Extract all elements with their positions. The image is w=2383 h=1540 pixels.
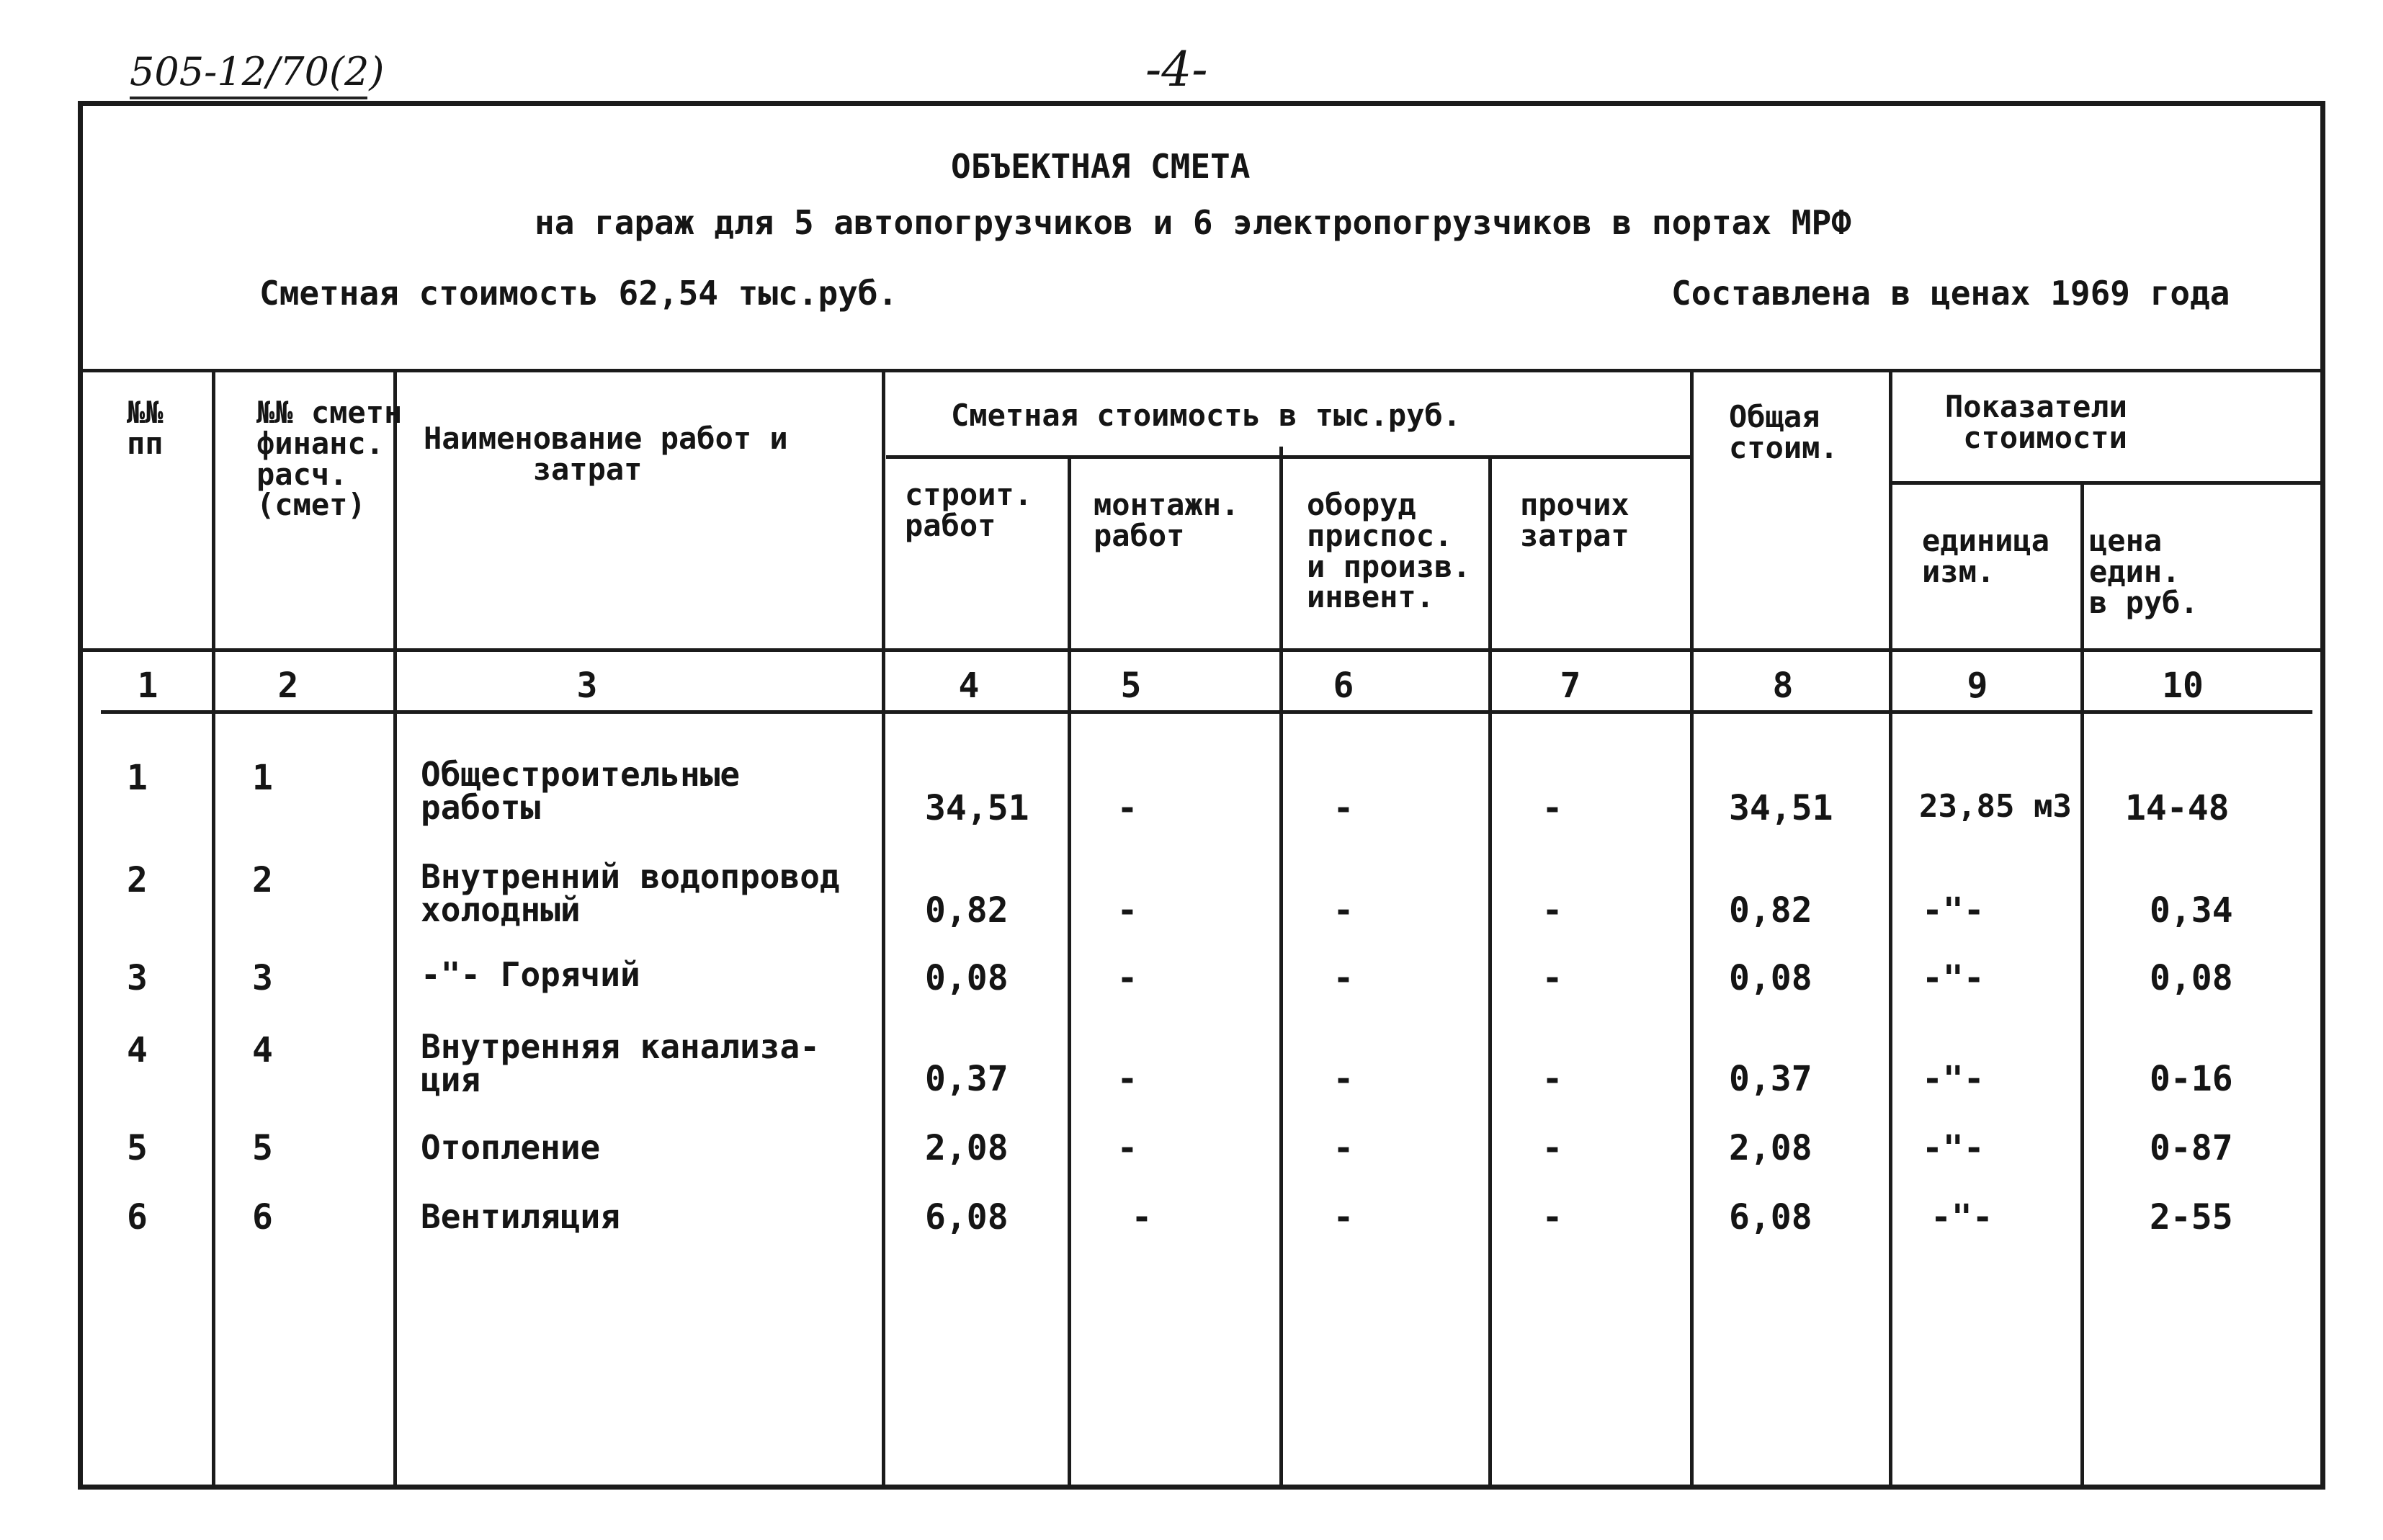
row-equipment-cost: - [1333, 788, 1354, 828]
row-total-cost: 0,08 [1729, 958, 1812, 998]
row-unit: -"- [1922, 890, 1985, 931]
row-work-name: Отопление [421, 1128, 601, 1167]
row-unit-price: 2-55 [2150, 1197, 2233, 1237]
header-installation: монтажн. работ [1094, 487, 1240, 553]
col-divider-9 [2080, 481, 2084, 1490]
row-work-name: Вентиляция [421, 1197, 620, 1236]
row-installation-cost: - [1117, 1059, 1138, 1099]
header-unit: единица изм. [1922, 523, 2050, 589]
row-estimate-number: 3 [252, 958, 273, 998]
row-estimate-number: 6 [252, 1197, 273, 1237]
row-unit-price: 0-87 [2150, 1128, 2233, 1168]
column-number: 3 [576, 666, 598, 706]
row-estimate-number: 5 [252, 1128, 273, 1168]
row-total-cost: 2,08 [1729, 1128, 1812, 1168]
row-installation-cost: - [1131, 1197, 1153, 1237]
header-work-name: Наименование работ и затрат [424, 421, 788, 487]
row-work-name: Внутренний водопровод холодный [421, 857, 840, 929]
row-work-name: -"- Горячий [421, 955, 640, 994]
column-number: 8 [1772, 666, 1794, 706]
page-number: -4- [1145, 42, 1208, 97]
col-divider-5 [1279, 447, 1283, 1490]
row-installation-cost: - [1117, 958, 1138, 998]
column-number: 4 [958, 666, 980, 706]
row-total-cost: 0,82 [1729, 890, 1812, 931]
row-installation-cost: - [1117, 788, 1138, 828]
row-unit-price: 0,34 [2150, 890, 2233, 931]
row-total-cost: 0,37 [1729, 1059, 1812, 1099]
col-divider-8 [1889, 369, 1892, 1490]
row-unit: -"- [1931, 1197, 1993, 1237]
row-work-name: Общестроительные работы [421, 755, 741, 827]
row-construction-cost: 0,37 [925, 1059, 1009, 1099]
row-unit: -"- [1922, 958, 1985, 998]
row-equipment-cost: - [1333, 1128, 1354, 1168]
row-other-cost: - [1542, 958, 1563, 998]
row-total-cost: 6,08 [1729, 1197, 1812, 1237]
header-equipment: оборуд приспос. и произв. инвент. [1307, 487, 1471, 615]
row-installation-cost: - [1117, 890, 1138, 931]
column-numbers-line [101, 710, 2312, 714]
header-unit-price: цена един. в руб. [2089, 523, 2199, 620]
column-number: 2 [277, 666, 299, 706]
row-estimate-number: 1 [252, 758, 273, 798]
row-total-cost: 34,51 [1729, 788, 1833, 828]
row-other-cost: - [1542, 1128, 1563, 1168]
header-bottom-line [83, 648, 2320, 652]
row-construction-cost: 0,08 [925, 958, 1009, 998]
row-number: 5 [127, 1128, 148, 1168]
header-construction: строит. работ [905, 477, 1033, 543]
row-equipment-cost: - [1333, 1059, 1354, 1099]
row-equipment-cost: - [1333, 958, 1354, 998]
header-row-number: №№ пп [127, 395, 164, 461]
header-other: прочих затрат [1520, 487, 1629, 553]
header-top-line [83, 369, 2320, 372]
column-number: 9 [1967, 666, 1988, 706]
row-unit-price: 14-48 [2125, 788, 2230, 828]
column-number: 1 [137, 666, 158, 706]
row-estimate-number: 2 [252, 860, 273, 900]
row-number: 4 [127, 1030, 148, 1070]
row-unit-price: 0,08 [2150, 958, 2233, 998]
row-work-name: Внутренняя канализа- ция [421, 1027, 820, 1099]
row-estimate-number: 4 [252, 1030, 273, 1070]
header-indicators-group: Показатели стоимости [1945, 389, 2127, 455]
col-divider-6 [1488, 457, 1492, 1490]
header-cost-group: Сметная стоимость в тыс.руб. [951, 398, 1462, 433]
prices-note: Составлена в ценах 1969 года [1671, 274, 2230, 313]
row-equipment-cost: - [1333, 1197, 1354, 1237]
col-divider-3 [882, 369, 885, 1490]
row-number: 2 [127, 860, 148, 900]
row-unit: -"- [1922, 1059, 1985, 1099]
row-number: 3 [127, 958, 148, 998]
header-estimate-number: №№ сметн финанс. расч. (смет) [256, 395, 403, 523]
row-construction-cost: 2,08 [925, 1128, 1009, 1168]
estimated-cost: Сметная стоимость 62,54 тыс.руб. [259, 274, 898, 313]
row-other-cost: - [1542, 1197, 1563, 1237]
column-number: 5 [1120, 666, 1142, 706]
row-number: 1 [127, 758, 148, 798]
row-other-cost: - [1542, 890, 1563, 931]
row-other-cost: - [1542, 1059, 1563, 1099]
document-code: 505-12/70(2) [130, 49, 385, 94]
column-number: 10 [2162, 666, 2204, 706]
column-number: 7 [1560, 666, 1581, 706]
document-subtitle: на гараж для 5 автопогрузчиков и 6 электропогрузчиков в портах МРФ [535, 203, 1851, 242]
row-unit: 23,85 м3 [1919, 788, 2072, 825]
cost-group-line [886, 455, 1693, 459]
row-unit-price: 0-16 [2150, 1059, 2233, 1099]
indicator-group-line [1892, 481, 2320, 485]
row-installation-cost: - [1117, 1128, 1138, 1168]
row-equipment-cost: - [1333, 890, 1354, 931]
document-title: ОБЪЕКТНАЯ СМЕТА [951, 147, 1251, 186]
row-construction-cost: 34,51 [925, 788, 1029, 828]
row-construction-cost: 6,08 [925, 1197, 1009, 1237]
document-code-underline [130, 97, 367, 99]
row-other-cost: - [1542, 788, 1563, 828]
row-unit: -"- [1922, 1128, 1985, 1168]
row-number: 6 [127, 1197, 148, 1237]
header-total: Общая стоим. [1729, 399, 1838, 465]
col-divider-7 [1690, 369, 1694, 1490]
col-divider-1 [212, 369, 215, 1490]
row-construction-cost: 0,82 [925, 890, 1009, 931]
col-divider-4 [1068, 457, 1071, 1490]
col-divider-2 [393, 369, 397, 1490]
column-number: 6 [1333, 666, 1354, 706]
